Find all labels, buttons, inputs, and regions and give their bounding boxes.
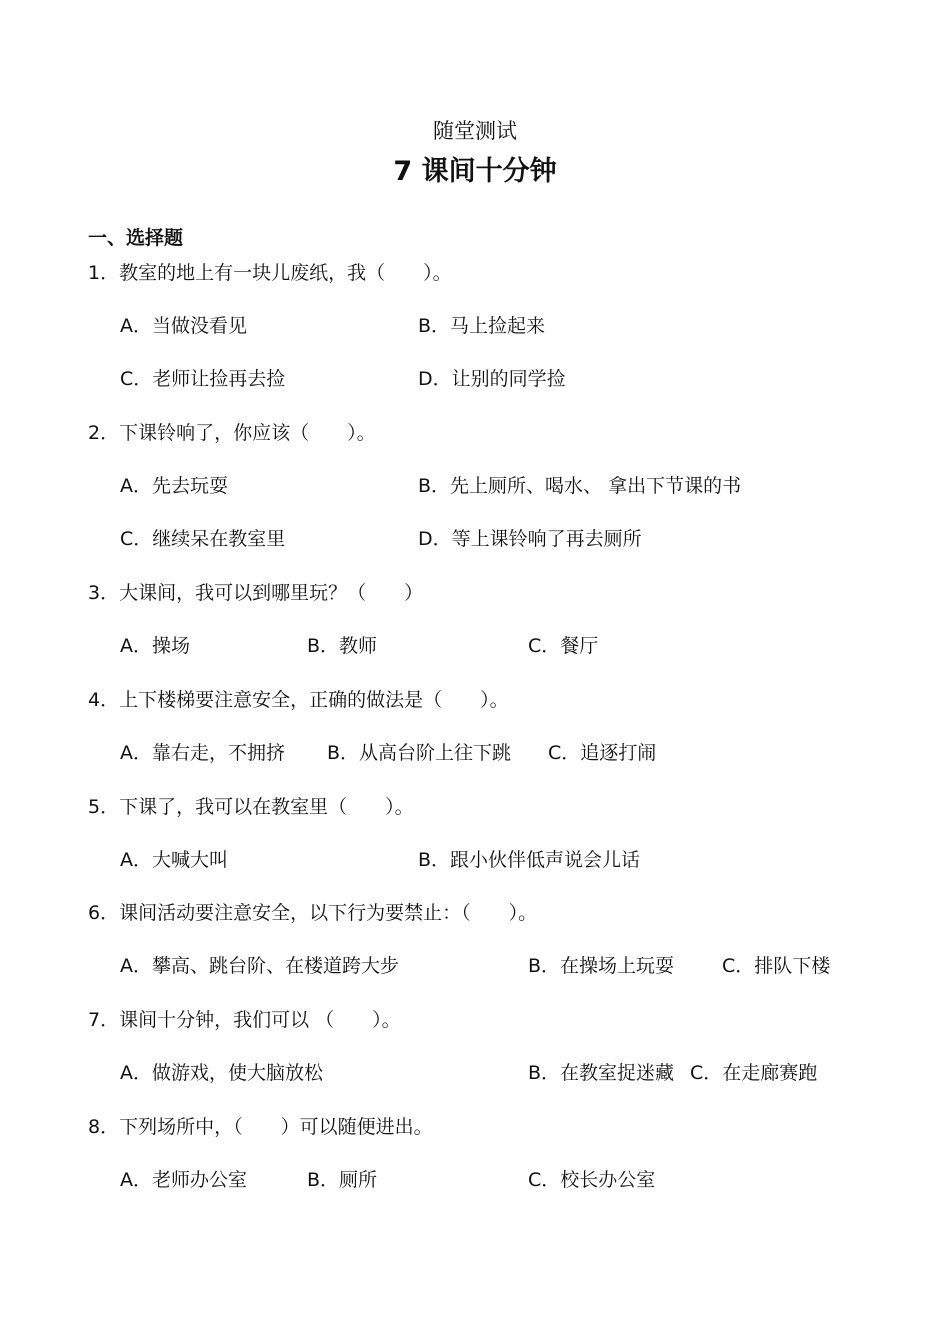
q4-option-c: C．追逐打闹 — [548, 742, 657, 764]
q2-option-c: C．继续呆在教室里 — [120, 528, 286, 550]
q8-option-a: A．老师办公室 — [120, 1169, 247, 1191]
q3-option-b: B．教师 — [307, 635, 378, 657]
q1-option-c: C．老师让捡再去捡 — [120, 368, 286, 390]
q7-option-b: B．在教室捉迷藏 — [528, 1062, 675, 1084]
question-2: 2．下课铃响了，你应该（ ）。 — [88, 422, 376, 444]
question-7: 7．课间十分钟，我们可以 （ ）。 — [88, 1009, 401, 1031]
q2-option-d: D．等上课铃响了再去厕所 — [418, 528, 642, 550]
q5-option-a: A．大喊大叫 — [120, 849, 228, 871]
q8-option-b: B．厕所 — [307, 1169, 378, 1191]
q7-option-c: C．在走廊赛跑 — [690, 1062, 818, 1084]
q4-option-b: B．从高台阶上往下跳 — [327, 742, 512, 764]
q1-option-b: B．马上捡起来 — [418, 315, 546, 337]
question-6: 6．课间活动要注意安全，以下行为要禁止：（ ）。 — [88, 902, 538, 924]
q5-option-b: B．跟小伙伴低声说会儿话 — [418, 849, 641, 871]
q6-option-a: A．攀高、跳台阶、在楼道跨大步 — [120, 955, 399, 977]
q1-option-d: D．让别的同学捡 — [418, 368, 566, 390]
worksheet-title: 7 课间十分钟 — [393, 156, 557, 187]
question-4: 4．上下楼梯要注意安全，正确的做法是（ ）。 — [88, 689, 509, 711]
q3-option-c: C．餐厅 — [528, 635, 599, 657]
worksheet-subtitle: 随堂测试 — [433, 119, 517, 143]
question-5: 5．下课了，我可以在教室里（ ）。 — [88, 796, 414, 818]
q7-option-a: A．做游戏，使大脑放松 — [120, 1062, 323, 1084]
q6-option-c: C．排队下楼 — [722, 955, 831, 977]
q4-option-a: A．靠右走，不拥挤 — [120, 742, 285, 764]
q6-option-b: B．在操场上玩耍 — [528, 955, 675, 977]
section-heading: 一、选择题 — [88, 227, 184, 249]
question-3: 3．大课间，我可以到哪里玩？（ ） — [88, 582, 424, 604]
q3-option-a: A．操场 — [120, 635, 190, 657]
q8-option-c: C．校长办公室 — [528, 1169, 656, 1191]
q1-option-a: A．当做没看见 — [120, 315, 247, 337]
question-8: 8．下列场所中，（ ）可以随便进出。 — [88, 1116, 433, 1138]
question-1: 1．教室的地上有一块儿废纸，我（ ）。 — [88, 262, 452, 284]
q2-option-b: B．先上厕所、喝水、 拿出下节课的书 — [418, 475, 742, 497]
q2-option-a: A．先去玩耍 — [120, 475, 228, 497]
